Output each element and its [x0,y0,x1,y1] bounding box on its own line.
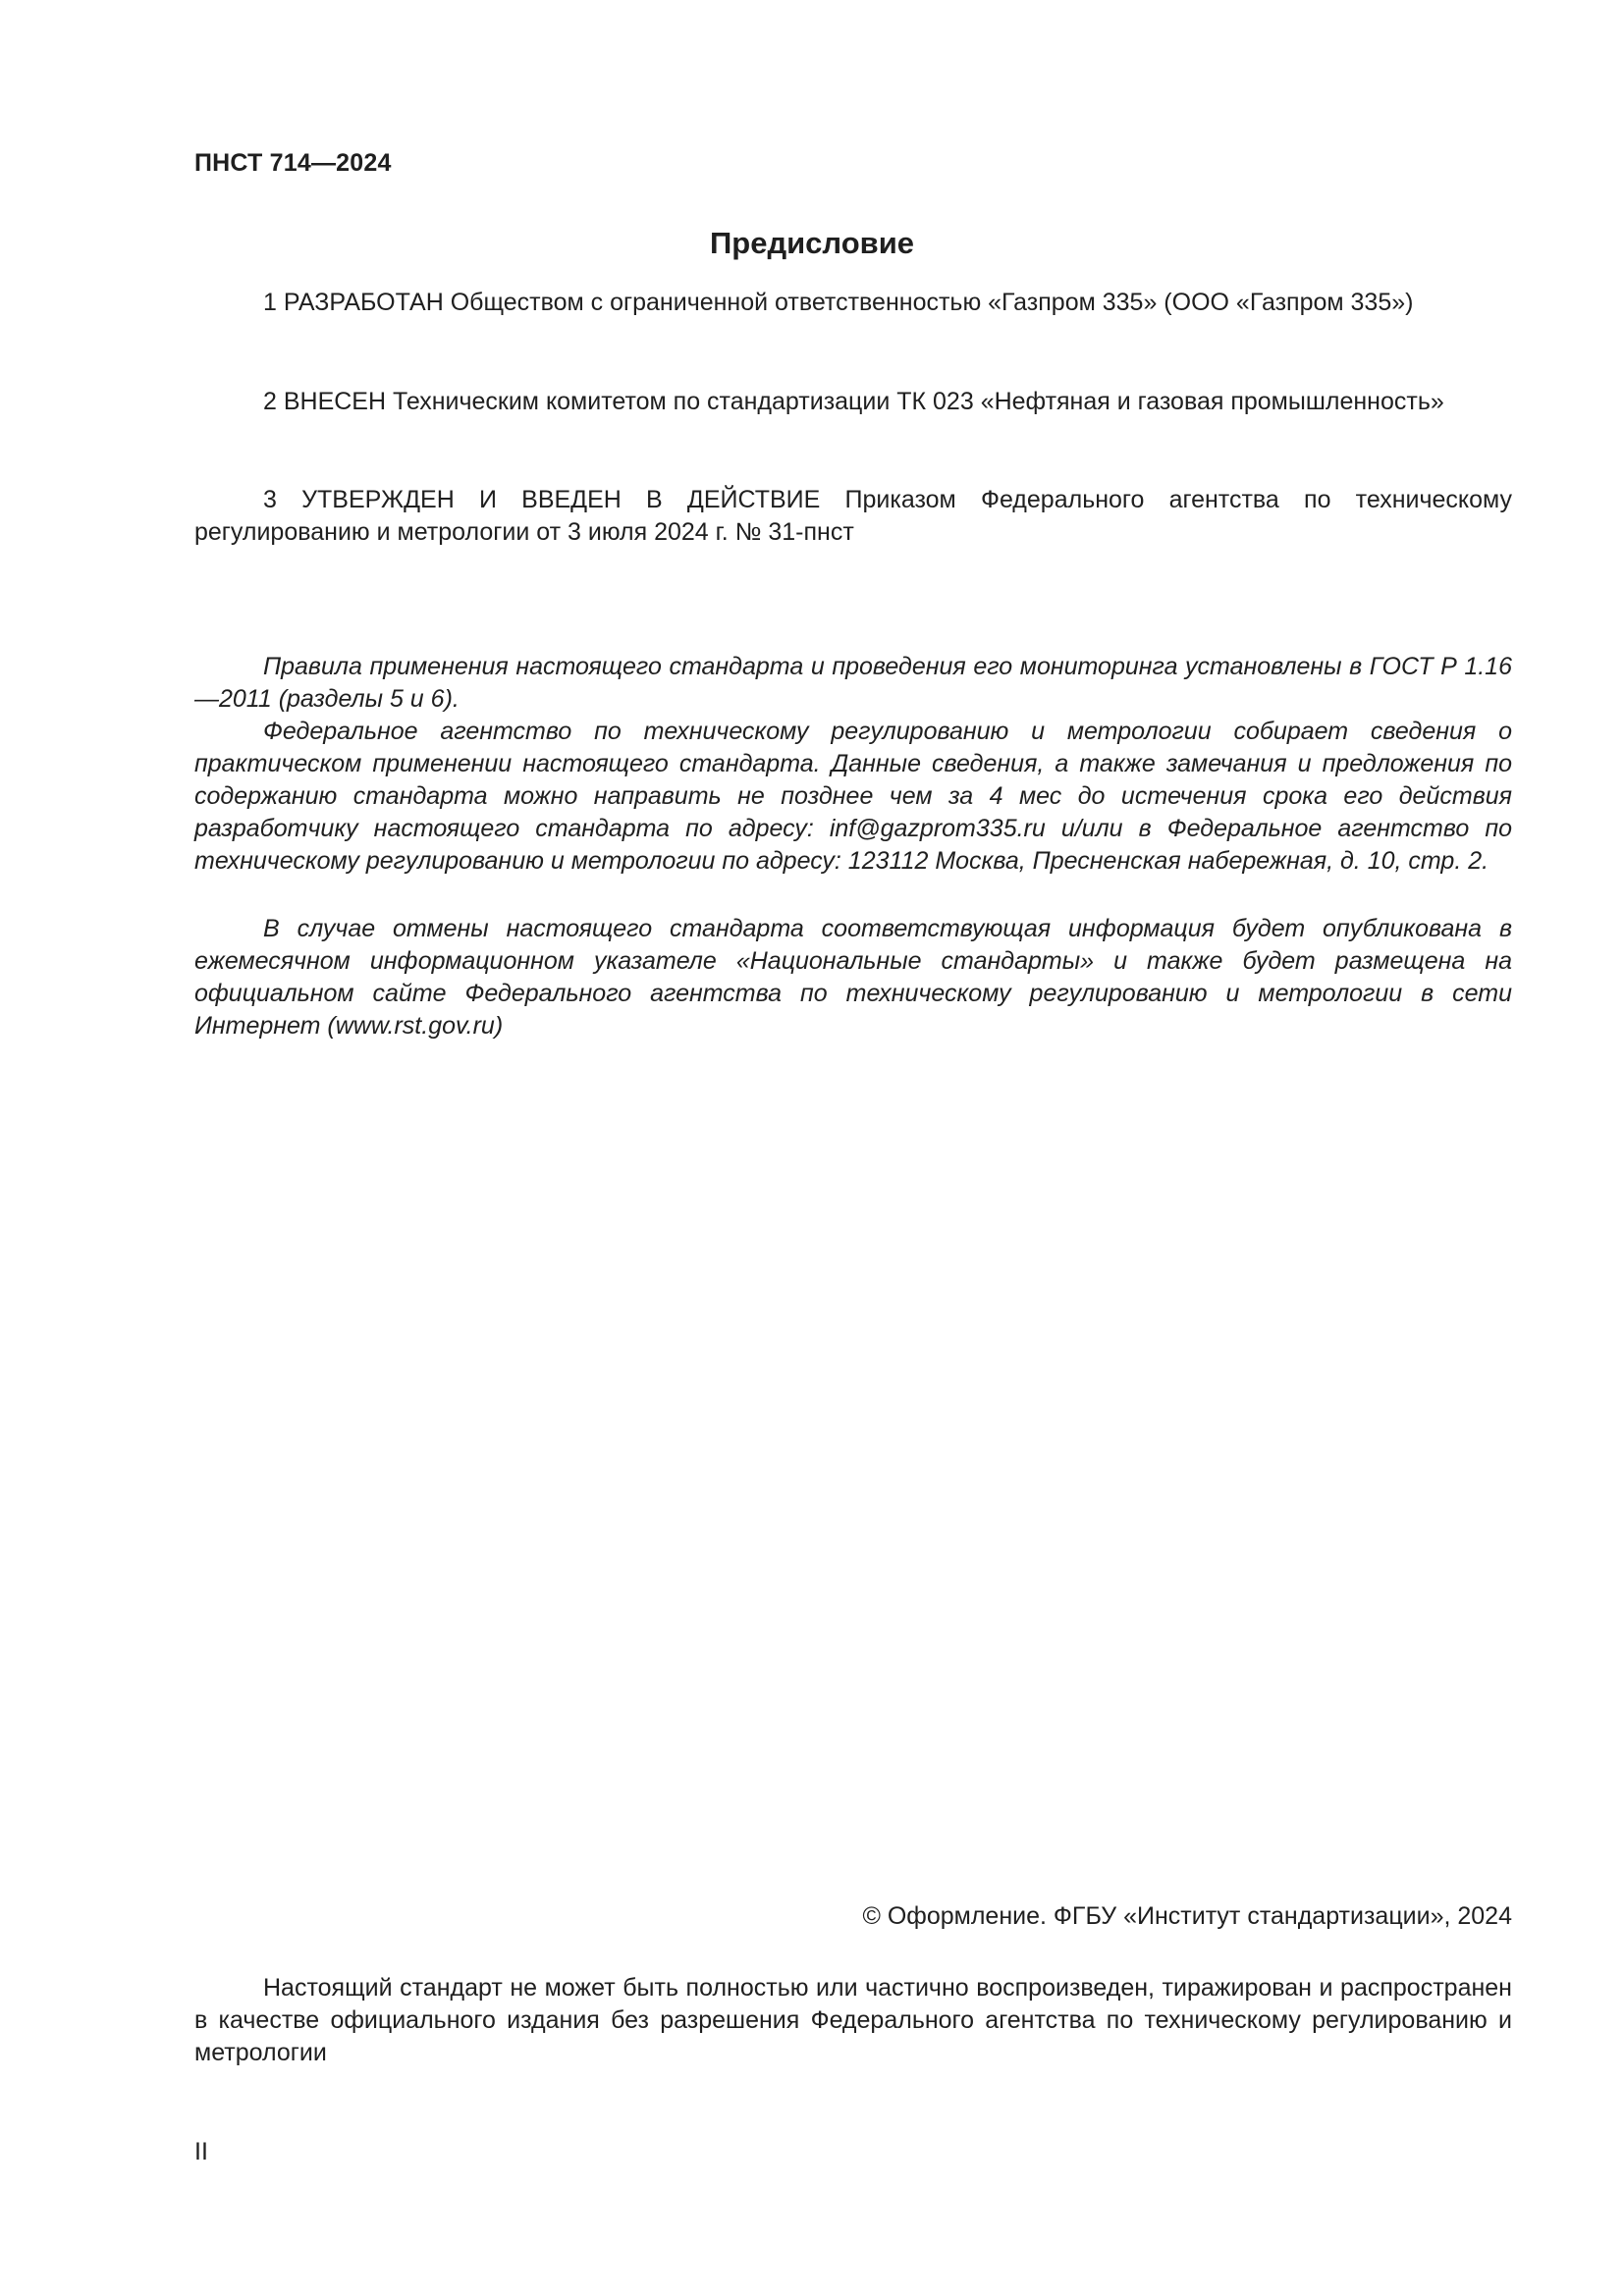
page-number: II [194,2138,208,2165]
preface-item-submitted: 2 ВНЕСЕН Техническим комитетом по стандартизации ТК 023 «Нефтяная и газовая промышленность» [263,388,1444,415]
document-code: ПНСТ 714—2024 [194,149,392,177]
preface-item-approved: 3 УТВЕРЖДЕН И ВВЕДЕН В ДЕЙСТВИЕ Приказом Федерального агентства по техническому регулированию и метрологии от 3 июля 2024 г. № 31-пнст [194,486,1512,546]
note-cancellation: В случае отмены настоящего стандарта соответствующая информация будет опубликована в ежемесячном информационном указателе «Национальные стандарты» и также будет размещена на официальном сайте Федерального агентства по техническому регулированию и метрологии в сети Интернет (www.rst.gov.ru) [194,915,1512,1040]
note-feedback: Федеральное агентство по техническому регулированию и метрологии собирает сведения о практическом применении настоящего стандарта. Данные сведения, а также замечания и предложения по содержанию стандарта можно направить не позднее чем за 4 мес до истечения срока его действия разработчику настоящего стандарта по адресу: inf@gazprom335.ru и/или в Федеральное агентство по техническому регулированию и метрологии по адресу: 123112 Москва, Пресненская набережная, д. 10, стр. 2. [194,718,1512,875]
page-title: Предисловие [709,226,914,260]
copyright-notice: © Оформление. ФГБУ «Институт стандартизации», 2024 [862,1902,1512,1930]
note-application-rules: Правила применения настоящего стандарта и проведения его мониторинга установлены в ГОСТ Р 1.16—2011 (разделы 5 и 6). [194,653,1512,713]
preface-item-developed: 1 РАЗРАБОТАН Обществом с ограниченной ответственностью «Газпром 335» (ООО «Газпром 335») [263,289,1414,316]
legal-notice: Настоящий стандарт не может быть полностью или частично воспроизведен, тиражирован и распространен в качестве официального издания без разрешения Федерального агентства по техническому регулированию и метрологии [194,1974,1512,2066]
